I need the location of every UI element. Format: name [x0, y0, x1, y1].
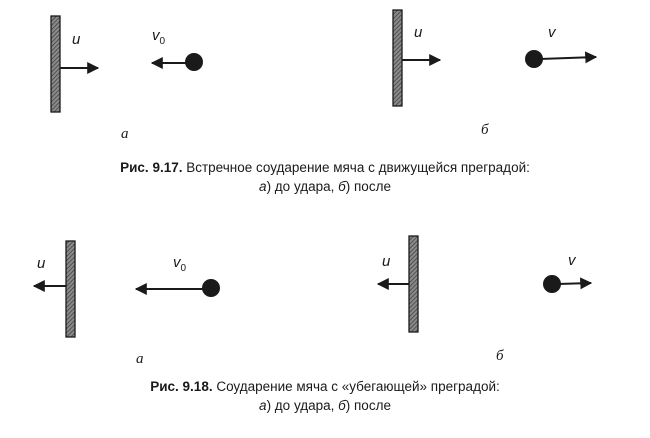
fig1-panel-a	[51, 16, 203, 142]
panel-letter: б	[496, 348, 504, 364]
ball-velocity-arrow	[540, 57, 596, 59]
ball-velocity-label: $v_0$	[152, 27, 166, 47]
caption-subline	[0, 177, 650, 196]
figure-caption-9-17	[0, 158, 650, 196]
caption-title-line	[0, 377, 650, 396]
caption-title-line	[0, 158, 650, 177]
wall-velocity-label: u	[37, 255, 46, 272]
caption-a-letter: а	[259, 398, 267, 413]
wall	[393, 10, 402, 106]
ball-velocity-arrow	[558, 283, 591, 284]
wall	[51, 16, 60, 112]
caption-subline	[0, 396, 650, 415]
caption-b-text: ) после	[345, 398, 391, 413]
wall-velocity-label: u	[414, 24, 423, 41]
caption-a-text: ) до удара,	[266, 179, 339, 194]
panel-letter: б	[481, 122, 489, 138]
wall-velocity-label: u	[382, 253, 391, 270]
panel-letter: a	[136, 351, 144, 367]
ball	[185, 53, 203, 71]
fig2-panel-b	[378, 236, 591, 364]
figure-ref: Рис. 9.18.	[150, 379, 213, 394]
caption-b-text: ) после	[345, 179, 391, 194]
figure-ref: Рис. 9.17.	[120, 160, 183, 175]
ball	[202, 279, 220, 297]
wall-velocity-label: u	[72, 31, 81, 48]
caption-a-letter: а	[259, 179, 267, 194]
caption-title: Встречное соударение мяча с движущейся преградой:	[182, 160, 530, 175]
ball-velocity-label: v	[568, 252, 576, 269]
caption-title: Соударение мяча с «убегающей» преградой:	[212, 379, 500, 394]
fig1-panel-b	[393, 10, 596, 138]
caption-a-text: ) до удара,	[266, 398, 339, 413]
caption-b-letter: б	[338, 179, 346, 194]
panel-letter: a	[121, 126, 129, 142]
figure-caption-9-18	[0, 377, 650, 415]
wall	[66, 241, 75, 337]
ball-velocity-label: v	[548, 24, 556, 41]
caption-b-letter: б	[338, 398, 346, 413]
wall	[409, 236, 418, 332]
ball-velocity-label: $v_0$	[173, 254, 187, 274]
fig2-panel-a	[34, 241, 220, 367]
